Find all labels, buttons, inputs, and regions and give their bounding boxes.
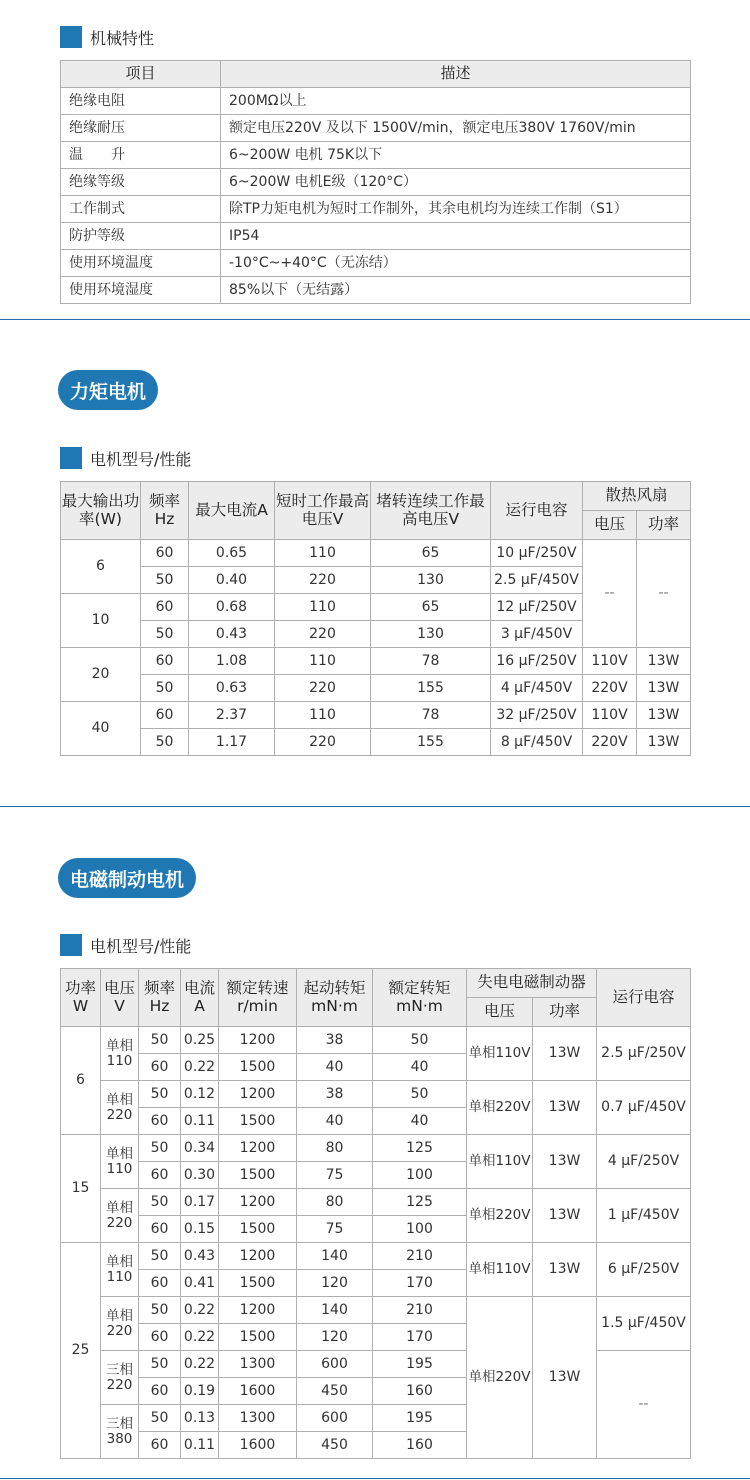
mech-desc: 除TP力矩电机为短时工作制外，其余电机均为连续工作制（S1） <box>221 196 691 223</box>
brake-freq: 60 <box>139 1432 181 1459</box>
brake-rated-torque: 195 <box>373 1351 467 1378</box>
brake-freq: 60 <box>139 1108 181 1135</box>
brake-phase: 单相220 <box>101 1081 139 1135</box>
brake-rated-torque: 210 <box>373 1243 467 1270</box>
torque-cap: 8 μF/450V <box>491 729 583 756</box>
mech-desc: 6~200W 电机E级（120°C） <box>221 169 691 196</box>
torque-short-v: 220 <box>275 729 371 756</box>
torque-freq: 50 <box>141 567 189 594</box>
mech-header-item: 项目 <box>61 61 221 88</box>
torque-header-fan: 散热风扇 <box>583 482 691 511</box>
torque-fan-p: 13W <box>637 648 691 675</box>
brake-speed: 1200 <box>219 1297 297 1324</box>
brake-start-torque: 120 <box>297 1324 373 1351</box>
brake-header-current: 电流A <box>181 969 219 1027</box>
brake-rated-torque: 50 <box>373 1081 467 1108</box>
torque-header-current: 最大电流A <box>189 482 275 540</box>
brake-current: 0.11 <box>181 1432 219 1459</box>
torque-current: 0.43 <box>189 621 275 648</box>
section-divider <box>0 806 750 807</box>
brake-rated-torque: 125 <box>373 1135 467 1162</box>
brake-speed: 1200 <box>219 1081 297 1108</box>
torque-cap: 2.5 μF/450V <box>491 567 583 594</box>
table-row <box>61 88 691 115</box>
brake-freq: 50 <box>139 1351 181 1378</box>
torque-cap: 16 μF/250V <box>491 648 583 675</box>
brake-heading <box>60 933 191 957</box>
brake-start-torque: 80 <box>297 1135 373 1162</box>
brake-start-torque: 600 <box>297 1405 373 1432</box>
brake-current: 0.17 <box>181 1189 219 1216</box>
torque-header-freq: 频率Hz <box>141 482 189 540</box>
brake-voltage: 单相110V <box>467 1135 533 1189</box>
square-icon <box>60 934 82 956</box>
table-row <box>61 702 691 729</box>
brake-start-torque: 40 <box>297 1054 373 1081</box>
brake-start-torque: 120 <box>297 1270 373 1297</box>
brake-current: 0.25 <box>181 1027 219 1054</box>
mech-desc: 6~200W 电机 75K以下 <box>221 142 691 169</box>
mech-desc: 额定电压220V 及以下 1500V/min，额定电压380V 1760V/min <box>221 115 691 142</box>
brake-phase: 单相110 <box>101 1135 139 1189</box>
brake-speed: 1200 <box>219 1027 297 1054</box>
brake-power-w: 13W <box>533 1027 597 1081</box>
brake-start-torque: 140 <box>297 1243 373 1270</box>
brake-rated-torque: 170 <box>373 1270 467 1297</box>
torque-table <box>60 481 691 756</box>
brake-rated-torque: 50 <box>373 1027 467 1054</box>
torque-heading <box>60 446 191 470</box>
mech-item: 防护等级 <box>61 223 221 250</box>
mech-heading-text: 机械特性 <box>90 28 155 48</box>
torque-cap: 32 μF/250V <box>491 702 583 729</box>
brake-speed: 1300 <box>219 1351 297 1378</box>
brake-header-rated-torque: 额定转矩mN·m <box>373 969 467 1027</box>
brake-current: 0.22 <box>181 1324 219 1351</box>
brake-voltage: 单相110V <box>467 1027 533 1081</box>
torque-stall-v: 130 <box>371 621 491 648</box>
table-row <box>61 1243 691 1270</box>
torque-cap: 12 μF/250V <box>491 594 583 621</box>
brake-phase: 三相220 <box>101 1351 139 1405</box>
brake-current: 0.22 <box>181 1054 219 1081</box>
brake-rated-torque: 100 <box>373 1162 467 1189</box>
brake-start-torque: 38 <box>297 1027 373 1054</box>
brake-body <box>61 1027 691 1459</box>
brake-header-start-torque: 起动转矩mN·m <box>297 969 373 1027</box>
brake-current: 0.12 <box>181 1081 219 1108</box>
brake-freq: 50 <box>139 1405 181 1432</box>
brake-current: 0.13 <box>181 1405 219 1432</box>
torque-heading-text: 电机型号/性能 <box>90 449 192 469</box>
brake-header-speed: 额定转速r/min <box>219 969 297 1027</box>
brake-cap: 2.5 μF/250V <box>597 1027 691 1081</box>
brake-header-brake-p: 功率 <box>533 998 597 1027</box>
table-row <box>61 729 691 756</box>
mech-item: 使用环境湿度 <box>61 277 221 304</box>
torque-short-v: 110 <box>275 702 371 729</box>
brake-current: 0.41 <box>181 1270 219 1297</box>
brake-power-w: 13W <box>533 1189 597 1243</box>
brake-current: 0.30 <box>181 1162 219 1189</box>
mech-table <box>60 60 691 304</box>
torque-current: 1.08 <box>189 648 275 675</box>
torque-header-power: 最大输出功率(W) <box>61 482 141 540</box>
table-row <box>61 1081 691 1108</box>
torque-power: 40 <box>61 702 141 756</box>
brake-cap: -- <box>597 1351 691 1459</box>
torque-short-v: 110 <box>275 540 371 567</box>
torque-freq: 60 <box>141 648 189 675</box>
brake-start-torque: 600 <box>297 1351 373 1378</box>
brake-freq: 60 <box>139 1270 181 1297</box>
mech-desc: IP54 <box>221 223 691 250</box>
mech-item: 工作制式 <box>61 196 221 223</box>
mech-item: 温 升 <box>61 142 221 169</box>
brake-current: 0.22 <box>181 1297 219 1324</box>
brake-header-cap: 运行电容 <box>597 969 691 1027</box>
table-row <box>61 250 691 277</box>
brake-rated-torque: 40 <box>373 1054 467 1081</box>
torque-freq: 50 <box>141 675 189 702</box>
brake-speed: 1300 <box>219 1405 297 1432</box>
brake-phase: 单相220 <box>101 1297 139 1351</box>
table-row <box>61 115 691 142</box>
mech-body <box>61 88 691 304</box>
brake-speed: 1500 <box>219 1108 297 1135</box>
brake-power-w: 13W <box>533 1135 597 1189</box>
brake-freq: 50 <box>139 1027 181 1054</box>
torque-fan-p: 13W <box>637 702 691 729</box>
brake-speed: 1600 <box>219 1432 297 1459</box>
torque-current: 0.40 <box>189 567 275 594</box>
mech-desc: 85%以下（无结露） <box>221 277 691 304</box>
brake-pill: 电磁制动电机 <box>58 858 196 898</box>
brake-power-w: 13W <box>533 1297 597 1459</box>
table-row <box>61 540 691 567</box>
brake-start-torque: 80 <box>297 1189 373 1216</box>
table-row <box>61 1189 691 1216</box>
brake-speed: 1500 <box>219 1324 297 1351</box>
torque-current: 0.65 <box>189 540 275 567</box>
torque-freq: 60 <box>141 540 189 567</box>
table-row <box>61 1027 691 1054</box>
torque-fan-p: -- <box>637 540 691 648</box>
torque-current: 2.37 <box>189 702 275 729</box>
brake-header-freq: 频率Hz <box>139 969 181 1027</box>
brake-current: 0.43 <box>181 1243 219 1270</box>
mech-desc: -10°C~+40°C（无冻结） <box>221 250 691 277</box>
torque-freq: 60 <box>141 594 189 621</box>
brake-table <box>60 968 691 1459</box>
torque-fan-p: 13W <box>637 729 691 756</box>
torque-header-cap: 运行电容 <box>491 482 583 540</box>
torque-short-v: 220 <box>275 621 371 648</box>
brake-rated-torque: 210 <box>373 1297 467 1324</box>
brake-speed: 1200 <box>219 1189 297 1216</box>
brake-current: 0.22 <box>181 1351 219 1378</box>
brake-rated-torque: 195 <box>373 1405 467 1432</box>
torque-stall-v: 130 <box>371 567 491 594</box>
brake-current: 0.34 <box>181 1135 219 1162</box>
mech-item: 绝缘电阻 <box>61 88 221 115</box>
torque-stall-v: 155 <box>371 729 491 756</box>
brake-speed: 1200 <box>219 1135 297 1162</box>
brake-current: 0.11 <box>181 1108 219 1135</box>
brake-freq: 50 <box>139 1189 181 1216</box>
brake-phase: 单相110 <box>101 1027 139 1081</box>
brake-start-torque: 40 <box>297 1108 373 1135</box>
torque-fan-p: 13W <box>637 675 691 702</box>
torque-stall-v: 78 <box>371 702 491 729</box>
torque-fan-v: 110V <box>583 648 637 675</box>
square-icon <box>60 447 82 469</box>
torque-freq: 50 <box>141 621 189 648</box>
brake-speed: 1500 <box>219 1054 297 1081</box>
brake-rated-torque: 40 <box>373 1108 467 1135</box>
brake-start-torque: 38 <box>297 1081 373 1108</box>
brake-freq: 50 <box>139 1081 181 1108</box>
brake-power: 25 <box>61 1243 101 1459</box>
torque-power: 10 <box>61 594 141 648</box>
brake-current: 0.19 <box>181 1378 219 1405</box>
torque-header-fan-p: 功率 <box>637 511 691 540</box>
torque-cap: 4 μF/450V <box>491 675 583 702</box>
brake-freq: 60 <box>139 1054 181 1081</box>
brake-power: 15 <box>61 1135 101 1243</box>
torque-header-stall-v: 堵转连续工作最高电压V <box>371 482 491 540</box>
brake-freq: 60 <box>139 1378 181 1405</box>
mech-desc: 200MΩ以上 <box>221 88 691 115</box>
brake-freq: 50 <box>139 1243 181 1270</box>
brake-speed: 1500 <box>219 1216 297 1243</box>
torque-header-fan-v: 电压 <box>583 511 637 540</box>
brake-start-torque: 450 <box>297 1432 373 1459</box>
brake-start-torque: 75 <box>297 1216 373 1243</box>
brake-cap: 1 μF/450V <box>597 1189 691 1243</box>
torque-cap: 10 μF/250V <box>491 540 583 567</box>
brake-header-power: 功率W <box>61 969 101 1027</box>
brake-header-voltage: 电压V <box>101 969 139 1027</box>
brake-heading-text: 电机型号/性能 <box>90 936 192 956</box>
table-row <box>61 223 691 250</box>
brake-cap: 4 μF/250V <box>597 1135 691 1189</box>
table-row <box>61 1297 691 1324</box>
mech-heading <box>60 25 154 49</box>
torque-stall-v: 155 <box>371 675 491 702</box>
brake-speed: 1500 <box>219 1162 297 1189</box>
square-icon <box>60 26 82 48</box>
brake-rated-torque: 100 <box>373 1216 467 1243</box>
brake-start-torque: 75 <box>297 1162 373 1189</box>
torque-power: 6 <box>61 540 141 594</box>
torque-current: 0.63 <box>189 675 275 702</box>
mech-item: 使用环境温度 <box>61 250 221 277</box>
brake-freq: 60 <box>139 1216 181 1243</box>
mech-item: 绝缘耐压 <box>61 115 221 142</box>
table-row <box>61 1351 691 1378</box>
torque-short-v: 110 <box>275 648 371 675</box>
torque-fan-v: -- <box>583 540 637 648</box>
brake-voltage: 单相220V <box>467 1189 533 1243</box>
brake-speed: 1500 <box>219 1270 297 1297</box>
table-row <box>61 169 691 196</box>
torque-short-v: 220 <box>275 567 371 594</box>
brake-start-torque: 140 <box>297 1297 373 1324</box>
torque-fan-v: 220V <box>583 729 637 756</box>
table-row <box>61 277 691 304</box>
torque-fan-v: 110V <box>583 702 637 729</box>
brake-header-brake-v: 电压 <box>467 998 533 1027</box>
brake-freq: 60 <box>139 1324 181 1351</box>
brake-rated-torque: 160 <box>373 1378 467 1405</box>
mech-item: 绝缘等级 <box>61 169 221 196</box>
brake-phase: 三相380 <box>101 1405 139 1459</box>
section-divider <box>0 319 750 320</box>
table-row <box>61 1135 691 1162</box>
brake-freq: 60 <box>139 1162 181 1189</box>
brake-power-w: 13W <box>533 1243 597 1297</box>
torque-power: 20 <box>61 648 141 702</box>
brake-cap: 1.5 μF/450V <box>597 1297 691 1351</box>
brake-rated-torque: 160 <box>373 1432 467 1459</box>
section-divider <box>0 1478 750 1479</box>
table-row <box>61 142 691 169</box>
table-row <box>61 196 691 223</box>
brake-phase: 单相110 <box>101 1243 139 1297</box>
brake-start-torque: 450 <box>297 1378 373 1405</box>
brake-cap: 0.7 μF/450V <box>597 1081 691 1135</box>
torque-current: 1.17 <box>189 729 275 756</box>
torque-short-v: 220 <box>275 675 371 702</box>
brake-freq: 50 <box>139 1297 181 1324</box>
torque-pill: 力矩电机 <box>58 370 158 410</box>
brake-voltage: 单相220V <box>467 1297 533 1459</box>
brake-speed: 1200 <box>219 1243 297 1270</box>
brake-header-brake: 失电电磁制动器 <box>467 969 597 998</box>
brake-freq: 50 <box>139 1135 181 1162</box>
table-row <box>61 675 691 702</box>
torque-freq: 60 <box>141 702 189 729</box>
torque-cap: 3 μF/450V <box>491 621 583 648</box>
torque-freq: 50 <box>141 729 189 756</box>
torque-fan-v: 220V <box>583 675 637 702</box>
torque-stall-v: 65 <box>371 540 491 567</box>
brake-power: 6 <box>61 1027 101 1135</box>
brake-rated-torque: 125 <box>373 1189 467 1216</box>
brake-phase: 单相220 <box>101 1189 139 1243</box>
brake-voltage: 单相110V <box>467 1243 533 1297</box>
torque-current: 0.68 <box>189 594 275 621</box>
brake-voltage: 单相220V <box>467 1081 533 1135</box>
torque-stall-v: 78 <box>371 648 491 675</box>
brake-speed: 1600 <box>219 1378 297 1405</box>
brake-power-w: 13W <box>533 1081 597 1135</box>
brake-current: 0.15 <box>181 1216 219 1243</box>
torque-header-short-v: 短时工作最高电压V <box>275 482 371 540</box>
mech-header-desc: 描述 <box>221 61 691 88</box>
table-row <box>61 648 691 675</box>
torque-stall-v: 65 <box>371 594 491 621</box>
torque-short-v: 110 <box>275 594 371 621</box>
brake-rated-torque: 170 <box>373 1324 467 1351</box>
brake-cap: 6 μF/250V <box>597 1243 691 1297</box>
